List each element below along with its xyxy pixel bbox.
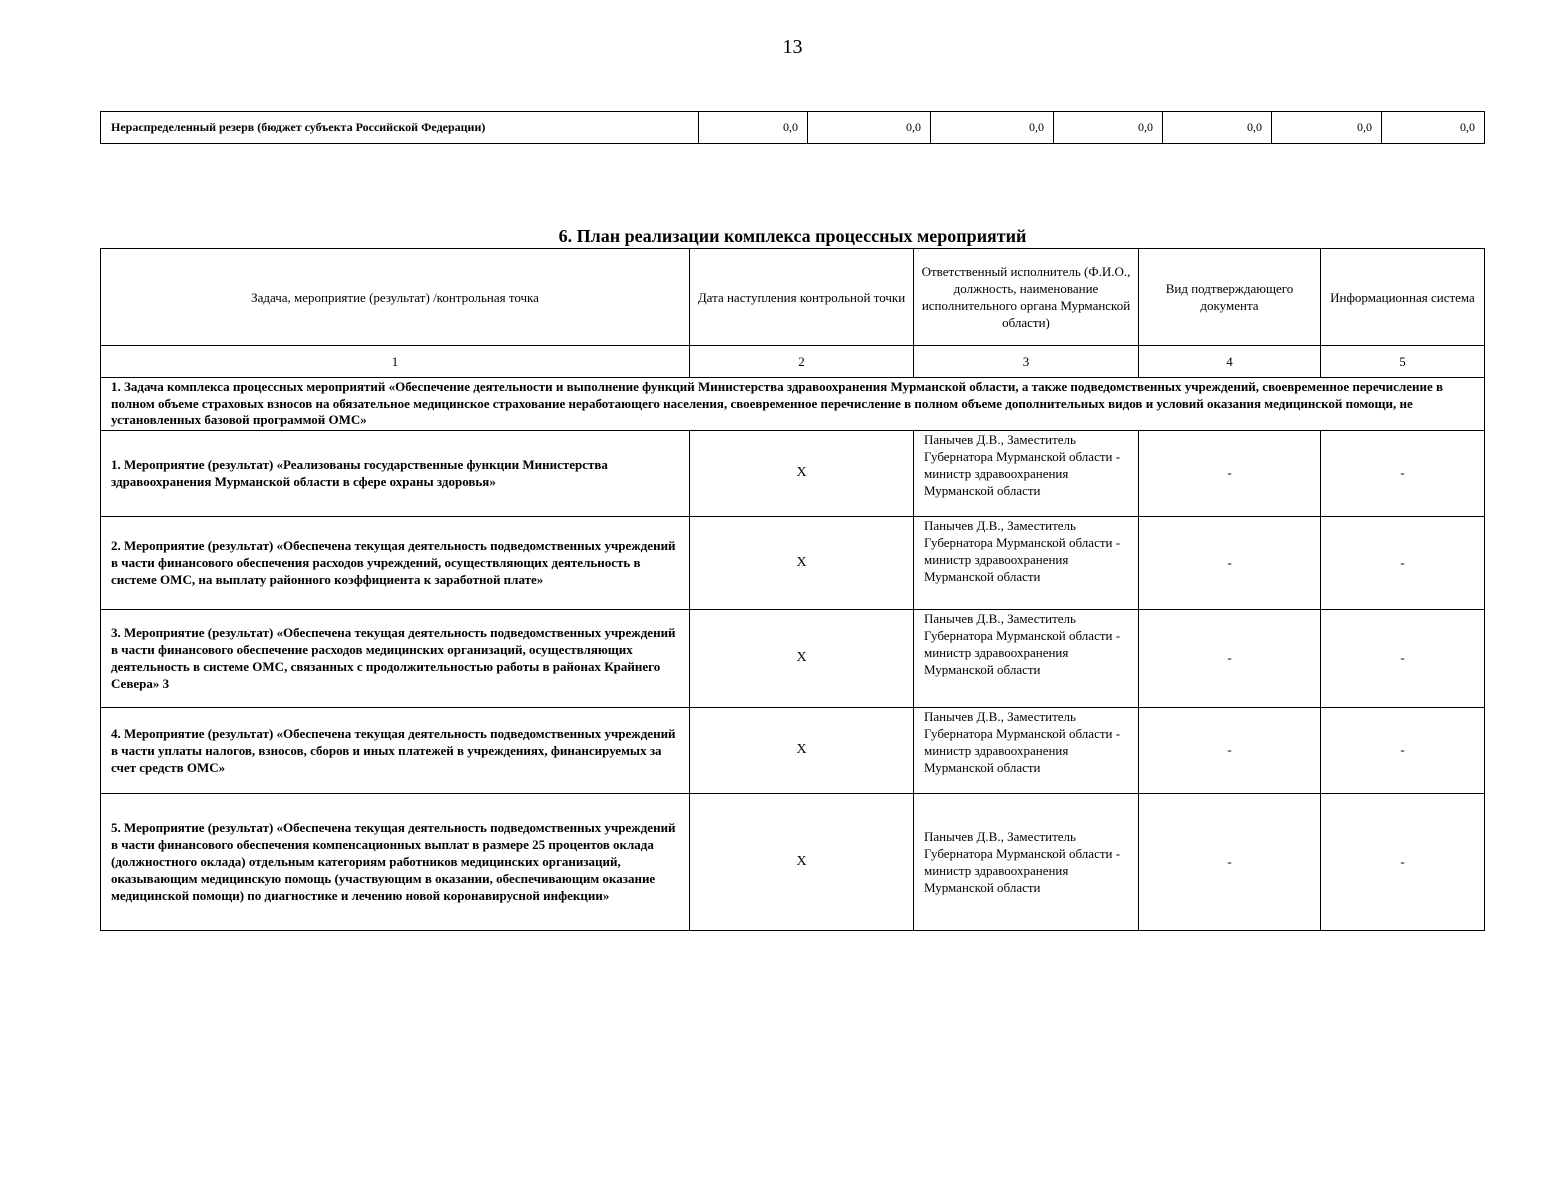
document-cell: - <box>1139 430 1321 516</box>
table-row <box>101 516 1485 609</box>
task-row <box>101 378 1485 431</box>
reserve-value: 0,0 <box>1382 112 1485 144</box>
reserve-row <box>101 112 1485 144</box>
event-cell: 4. Мероприятие (результат) «Обеспечена текущая деятельность подведомственных учреждений в части уплаты налогов, взносов, сборов и иных платежей в учреждениях, финансируемых за счет средств ОМС» <box>101 707 690 793</box>
reserve-value: 0,0 <box>699 112 808 144</box>
task-description: 1. Задача комплекса процессных мероприятий «Обеспечение деятельности и выполнение функций Министерства здравоохранения Мурманской области, а также подведомственных учреждений, своевременное перечисление в полном объеме страховых взносов на обязательное медицинское страхование неработающего населения, своевременное перечисление в полном объеме дополнительных видов и условий оказания медицинской помощи, не установленных базовой программой ОМС» <box>101 378 1485 431</box>
date-cell: X <box>690 430 914 516</box>
reserve-value: 0,0 <box>1054 112 1163 144</box>
column-number: 4 <box>1139 346 1321 378</box>
document-cell: - <box>1139 793 1321 930</box>
reserve-value: 0,0 <box>1163 112 1272 144</box>
section-title: 6. План реализации комплекса процессных мероприятий <box>558 226 1027 246</box>
date-cell: X <box>690 793 914 930</box>
event-cell: 5. Мероприятие (результат) «Обеспечена текущая деятельность подведомственных учреждений в части финансового обеспечения компенсационных выплат в размере 25 процентов оклада (должностного оклада) отдельным категориям работников медицинских организаций, оказывающим медицинскую помощь (участвующим в оказании, обеспечивающим оказание медицинской помощи) по диагностике и лечению новой коронавирусной инфекции» <box>101 793 690 930</box>
date-cell: X <box>690 707 914 793</box>
table-row <box>101 707 1485 793</box>
document-cell: - <box>1139 707 1321 793</box>
column-number: 5 <box>1321 346 1485 378</box>
responsible-cell: Панычев Д.В., Заместитель Губернатора Мурманской области - министр здравоохранения Мурманской области <box>914 793 1139 930</box>
date-cell: X <box>690 609 914 707</box>
table-row <box>101 793 1485 930</box>
reserve-value: 0,0 <box>931 112 1054 144</box>
column-number: 2 <box>690 346 914 378</box>
system-cell: - <box>1321 609 1485 707</box>
column-number: 1 <box>101 346 690 378</box>
reserve-value: 0,0 <box>808 112 931 144</box>
page-number: 13 <box>782 36 803 58</box>
system-cell: - <box>1321 516 1485 609</box>
system-cell: - <box>1321 707 1485 793</box>
column-numbers-row <box>101 346 1485 378</box>
header-row <box>101 249 1485 346</box>
plan-table <box>100 248 1485 931</box>
system-cell: - <box>1321 793 1485 930</box>
responsible-cell: Панычев Д.В., Заместитель Губернатора Мурманской области - министр здравоохранения Мурманской области <box>914 430 1139 516</box>
responsible-cell: Панычев Д.В., Заместитель Губернатора Мурманской области - министр здравоохранения Мурманской области <box>914 707 1139 793</box>
document-cell: - <box>1139 609 1321 707</box>
column-number: 3 <box>914 346 1139 378</box>
header-system: Информационная система <box>1321 249 1485 346</box>
reserve-label: Нераспределенный резерв (бюджет субъекта Российской Федерации) <box>101 112 699 144</box>
header-responsible: Ответственный исполнитель (Ф.И.О., должность, наименование исполнительного органа Мурманской области) <box>914 249 1139 346</box>
header-date: Дата наступления контрольной точки <box>690 249 914 346</box>
responsible-cell: Панычев Д.В., Заместитель Губернатора Мурманской области - министр здравоохранения Мурманской области <box>914 609 1139 707</box>
event-cell: 1. Мероприятие (результат) «Реализованы государственные функции Министерства здравоохранения Мурманской области в сфере охраны здоровья» <box>101 430 690 516</box>
reserve-value: 0,0 <box>1272 112 1382 144</box>
header-task: Задача, мероприятие (результат) /контрольная точка <box>101 249 690 346</box>
date-cell: X <box>690 516 914 609</box>
system-cell: - <box>1321 430 1485 516</box>
responsible-cell: Панычев Д.В., Заместитель Губернатора Мурманской области - министр здравоохранения Мурманской области <box>914 516 1139 609</box>
document-cell: - <box>1139 516 1321 609</box>
event-cell: 2. Мероприятие (результат) «Обеспечена текущая деятельность подведомственных учреждений в части финансового обеспечения расходов учреждений, осуществляющих деятельность в системе ОМС, на выплату районного коэффициента к заработной плате» <box>101 516 690 609</box>
table-row <box>101 609 1485 707</box>
header-document: Вид подтверждающего документа <box>1139 249 1321 346</box>
reserve-table <box>100 111 1485 144</box>
event-cell: 3. Мероприятие (результат) «Обеспечена текущая деятельность подведомственных учреждений в части финансового обеспечение расходов медицинских организаций, осуществляющих деятельность в системе ОМС, связанных с продолжительностью работы в районах Крайнего Севера» 3 <box>101 609 690 707</box>
table-row <box>101 430 1485 516</box>
